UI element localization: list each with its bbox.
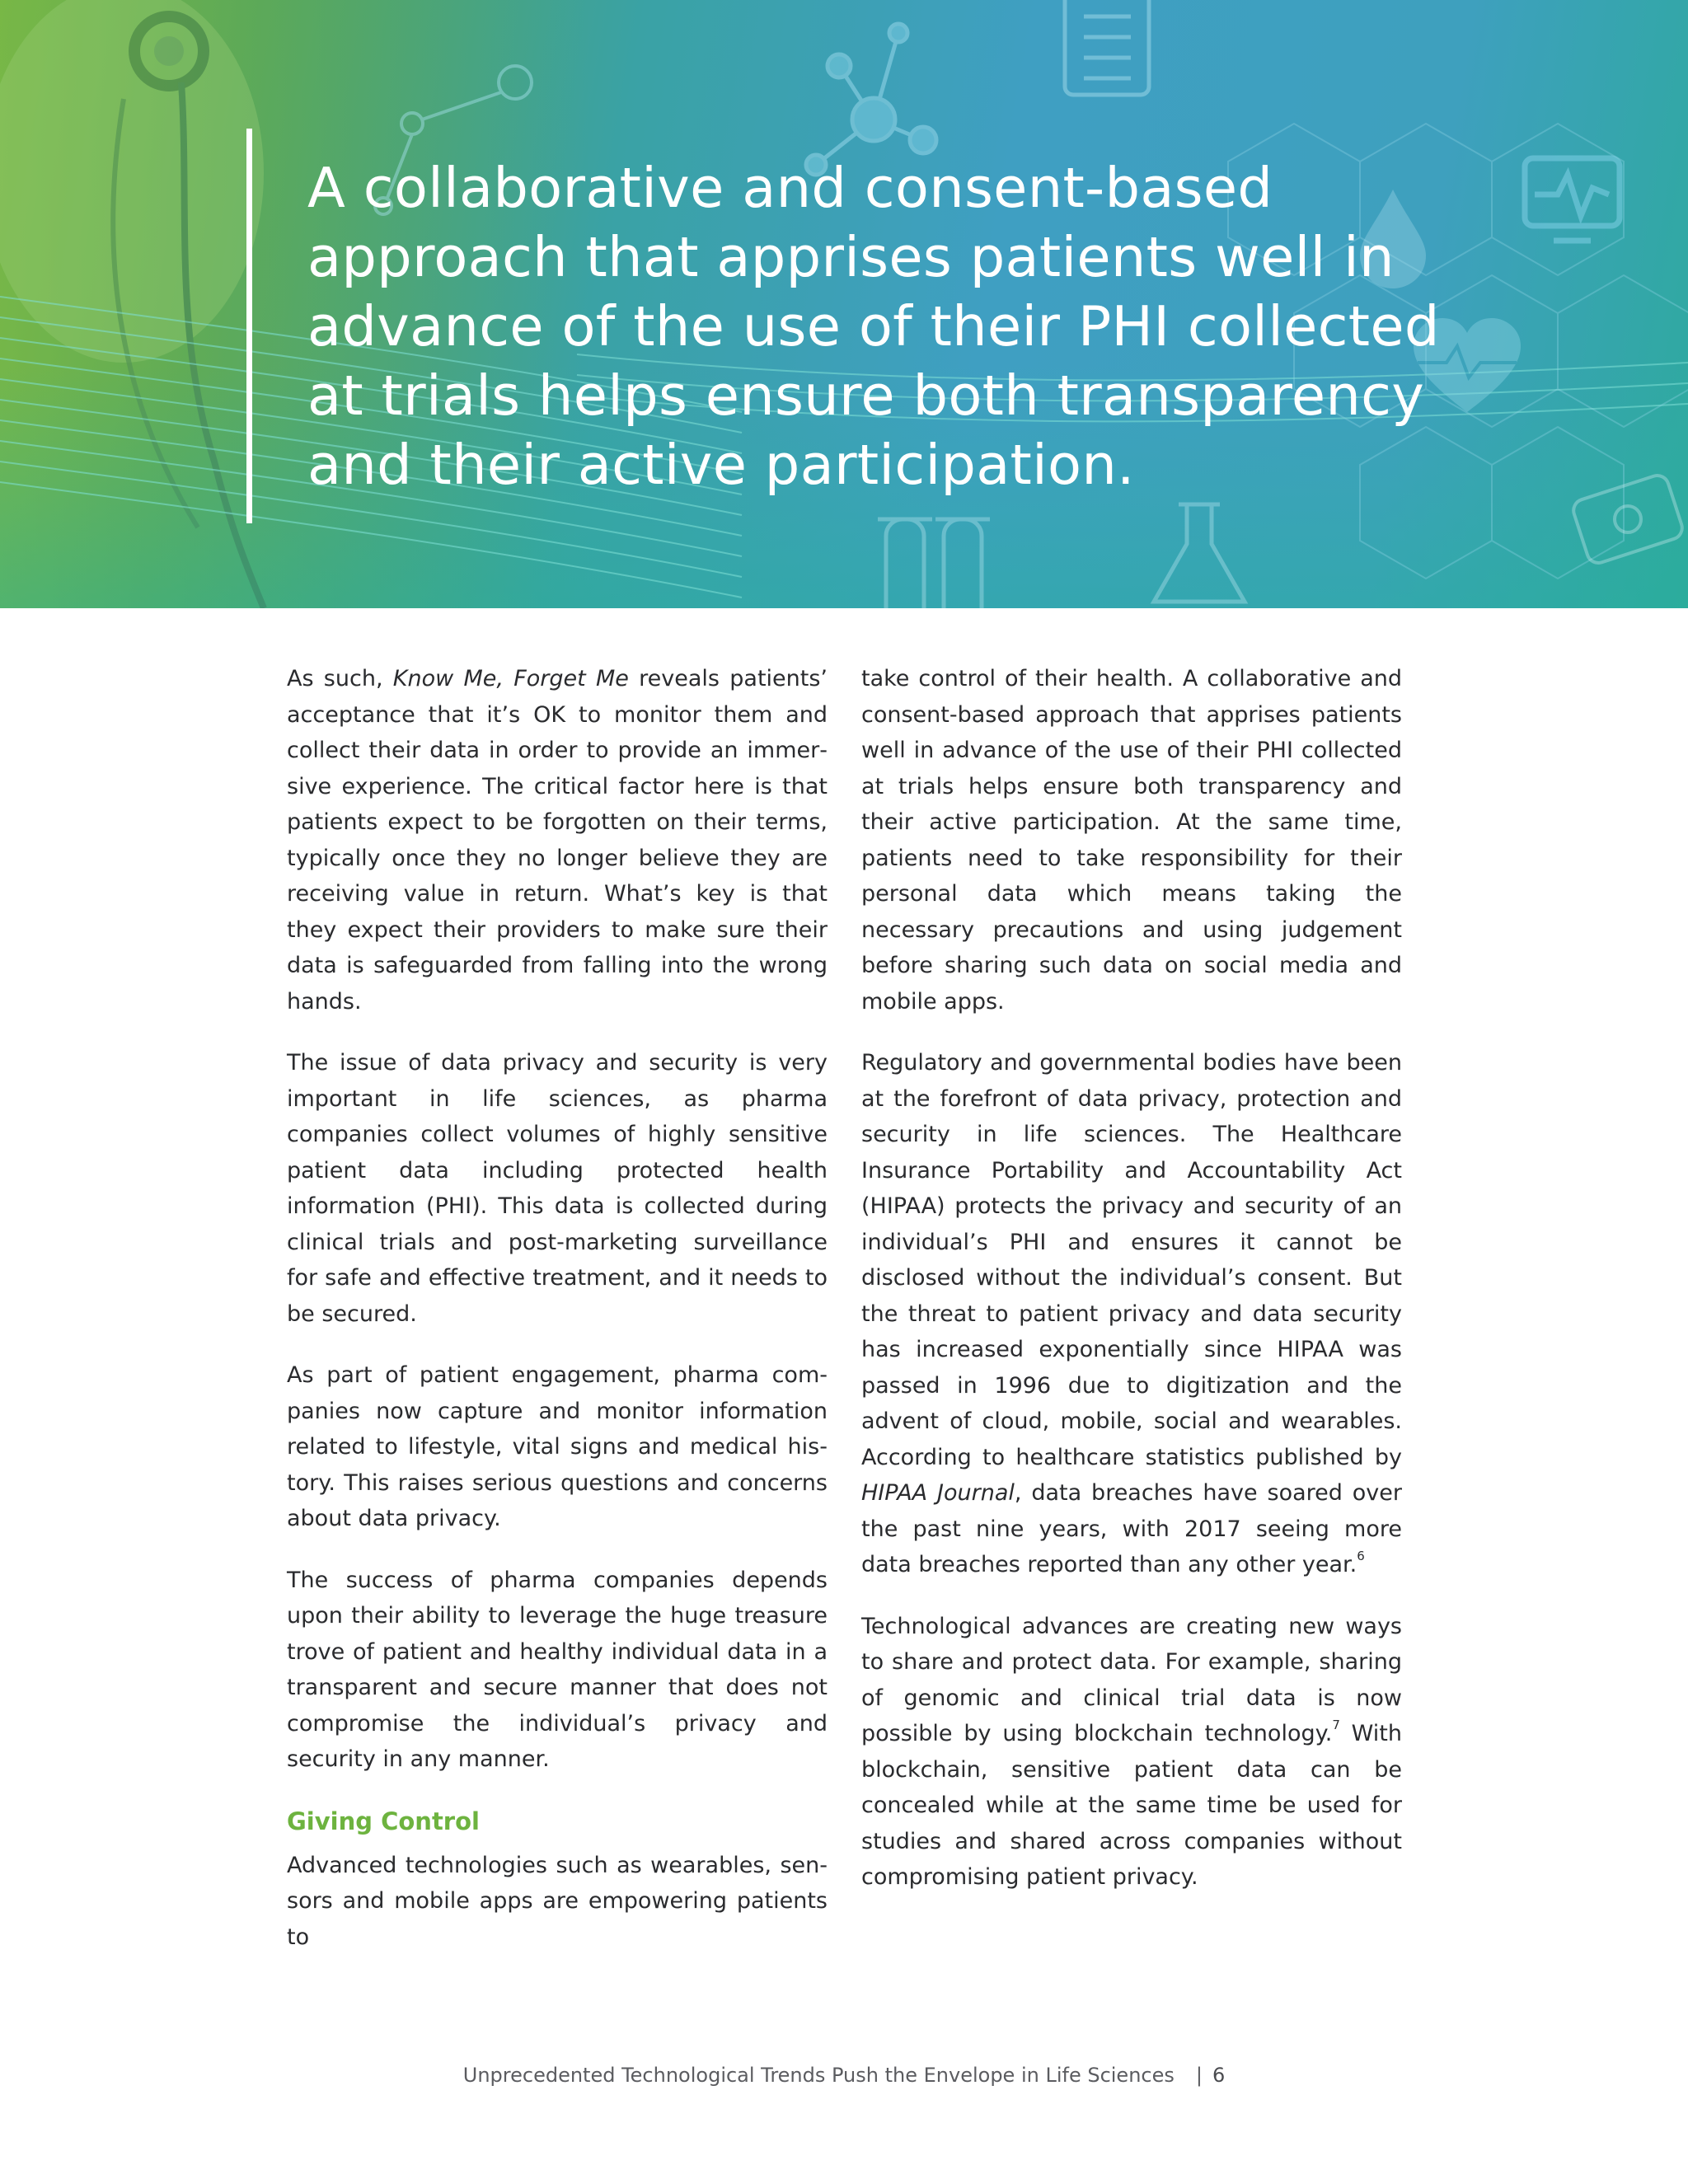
paragraph-blockchain: Technological advances are creating new ways to share and protect data. For example, sharing of genomic and clinical trial data is now possible by using blockchain technology.$^7$ With blockchain, sensitive patient data can be concealed while at the same time be used for studies and shared across companies without compromising patient privacy. [861,1613,1402,1890]
footnote-ref-6[interactable]: 6 [1357,1549,1365,1563]
subhead-giving-control: Giving Control [287,1807,480,1835]
paragraph-patient-engagement: As part of patient engagement, pharma companies now capture and monitor information related to lifestyle, vital signs and medical history. This raises serious questions and concerns about data privacy. [287,1362,828,1531]
paragraph-data-privacy: The issue of data privacy and security is very important in life sciences, as pharma companies collect volumes of highly sensitive patient data including protected health information (PHI). This data is collected during clinical trials and post-marketing surveillance for safe and effective treatment, and it needs to be secured. [287,1050,828,1327]
paragraph-know-me: As such, Know Me, Forget Me reveals patients’ acceptance that it’s OK to monitor them and collect their data in order to provide an immersive experience. The critical factor here is that patients expect to be forgotten on their terms, typically once they no longer believe they are receiving value in return. What’s key is that they expect their providers to make sure their data is safeguarded from falling into the wrong hands. [287,666,828,1015]
footnote-ref-7[interactable]: 7 [1332,1718,1340,1732]
pull-quote-bar [246,129,252,523]
report-title: Know Me, Forget Me [392,666,629,691]
page-number: 6 [1212,2064,1226,2087]
page-footer [0,2060,1688,2090]
paragraph-regulatory: Regulatory and governmental bodies have been at the forefront of data privacy, protection and security in life sciences. The Healthcare Insurance Portability and Accountability Act (HIPAA) protects the privacy and security of an individual’s PHI and ensures it cannot be disclosed without the individual’s consent. But the threat to patient privacy and data security has increased exponentially since HIPAA was passed in 1996 due to digitization and the advent of cloud, mobile, social and wearables. According to healthcare statistics published by HIPAA Journal, data breaches have soared over the past nine years, with 2017 seeing more data breaches reported than any other year.$^6$ [861,1050,1402,1577]
pull-quote: A collaborative and consent-based approach that apprises patients well in advance of the use of their PHI collected at trials helps ensure both transparency and their active participation. [307,156,1440,497]
right-column [861,661,1402,1921]
paragraph-success: The success of pharma companies depends upon their ability to leverage the huge treasure trove of patient and healthy individual data in a transparent and secure manner that does not compromise the individual’s privacy and security in any manner. [287,1567,828,1772]
paragraph-take-control: take control of their health. A collaborative and consent-based approach that apprises patients well in advance of the use of their PHI collected at trials helps ensure both transparency and their active participation. At the same time, patients need to take responsibility for their personal data which means taking the necessary precautions and using judgement before sharing such data on social media and mobile apps. [861,666,1402,1015]
footer-title: Unprecedented Technological Trends Push the Envelope in Life Sciences [462,2064,1175,2087]
left-column [287,661,828,1980]
paragraph-advanced-tech: Advanced technologies such as wearables, sensors and mobile apps are empowering patients to [287,1852,828,1950]
footer-separator: | [1195,2064,1203,2087]
hero-banner [0,0,1688,608]
journal-title: HIPAA Journal [861,1480,1015,1506]
